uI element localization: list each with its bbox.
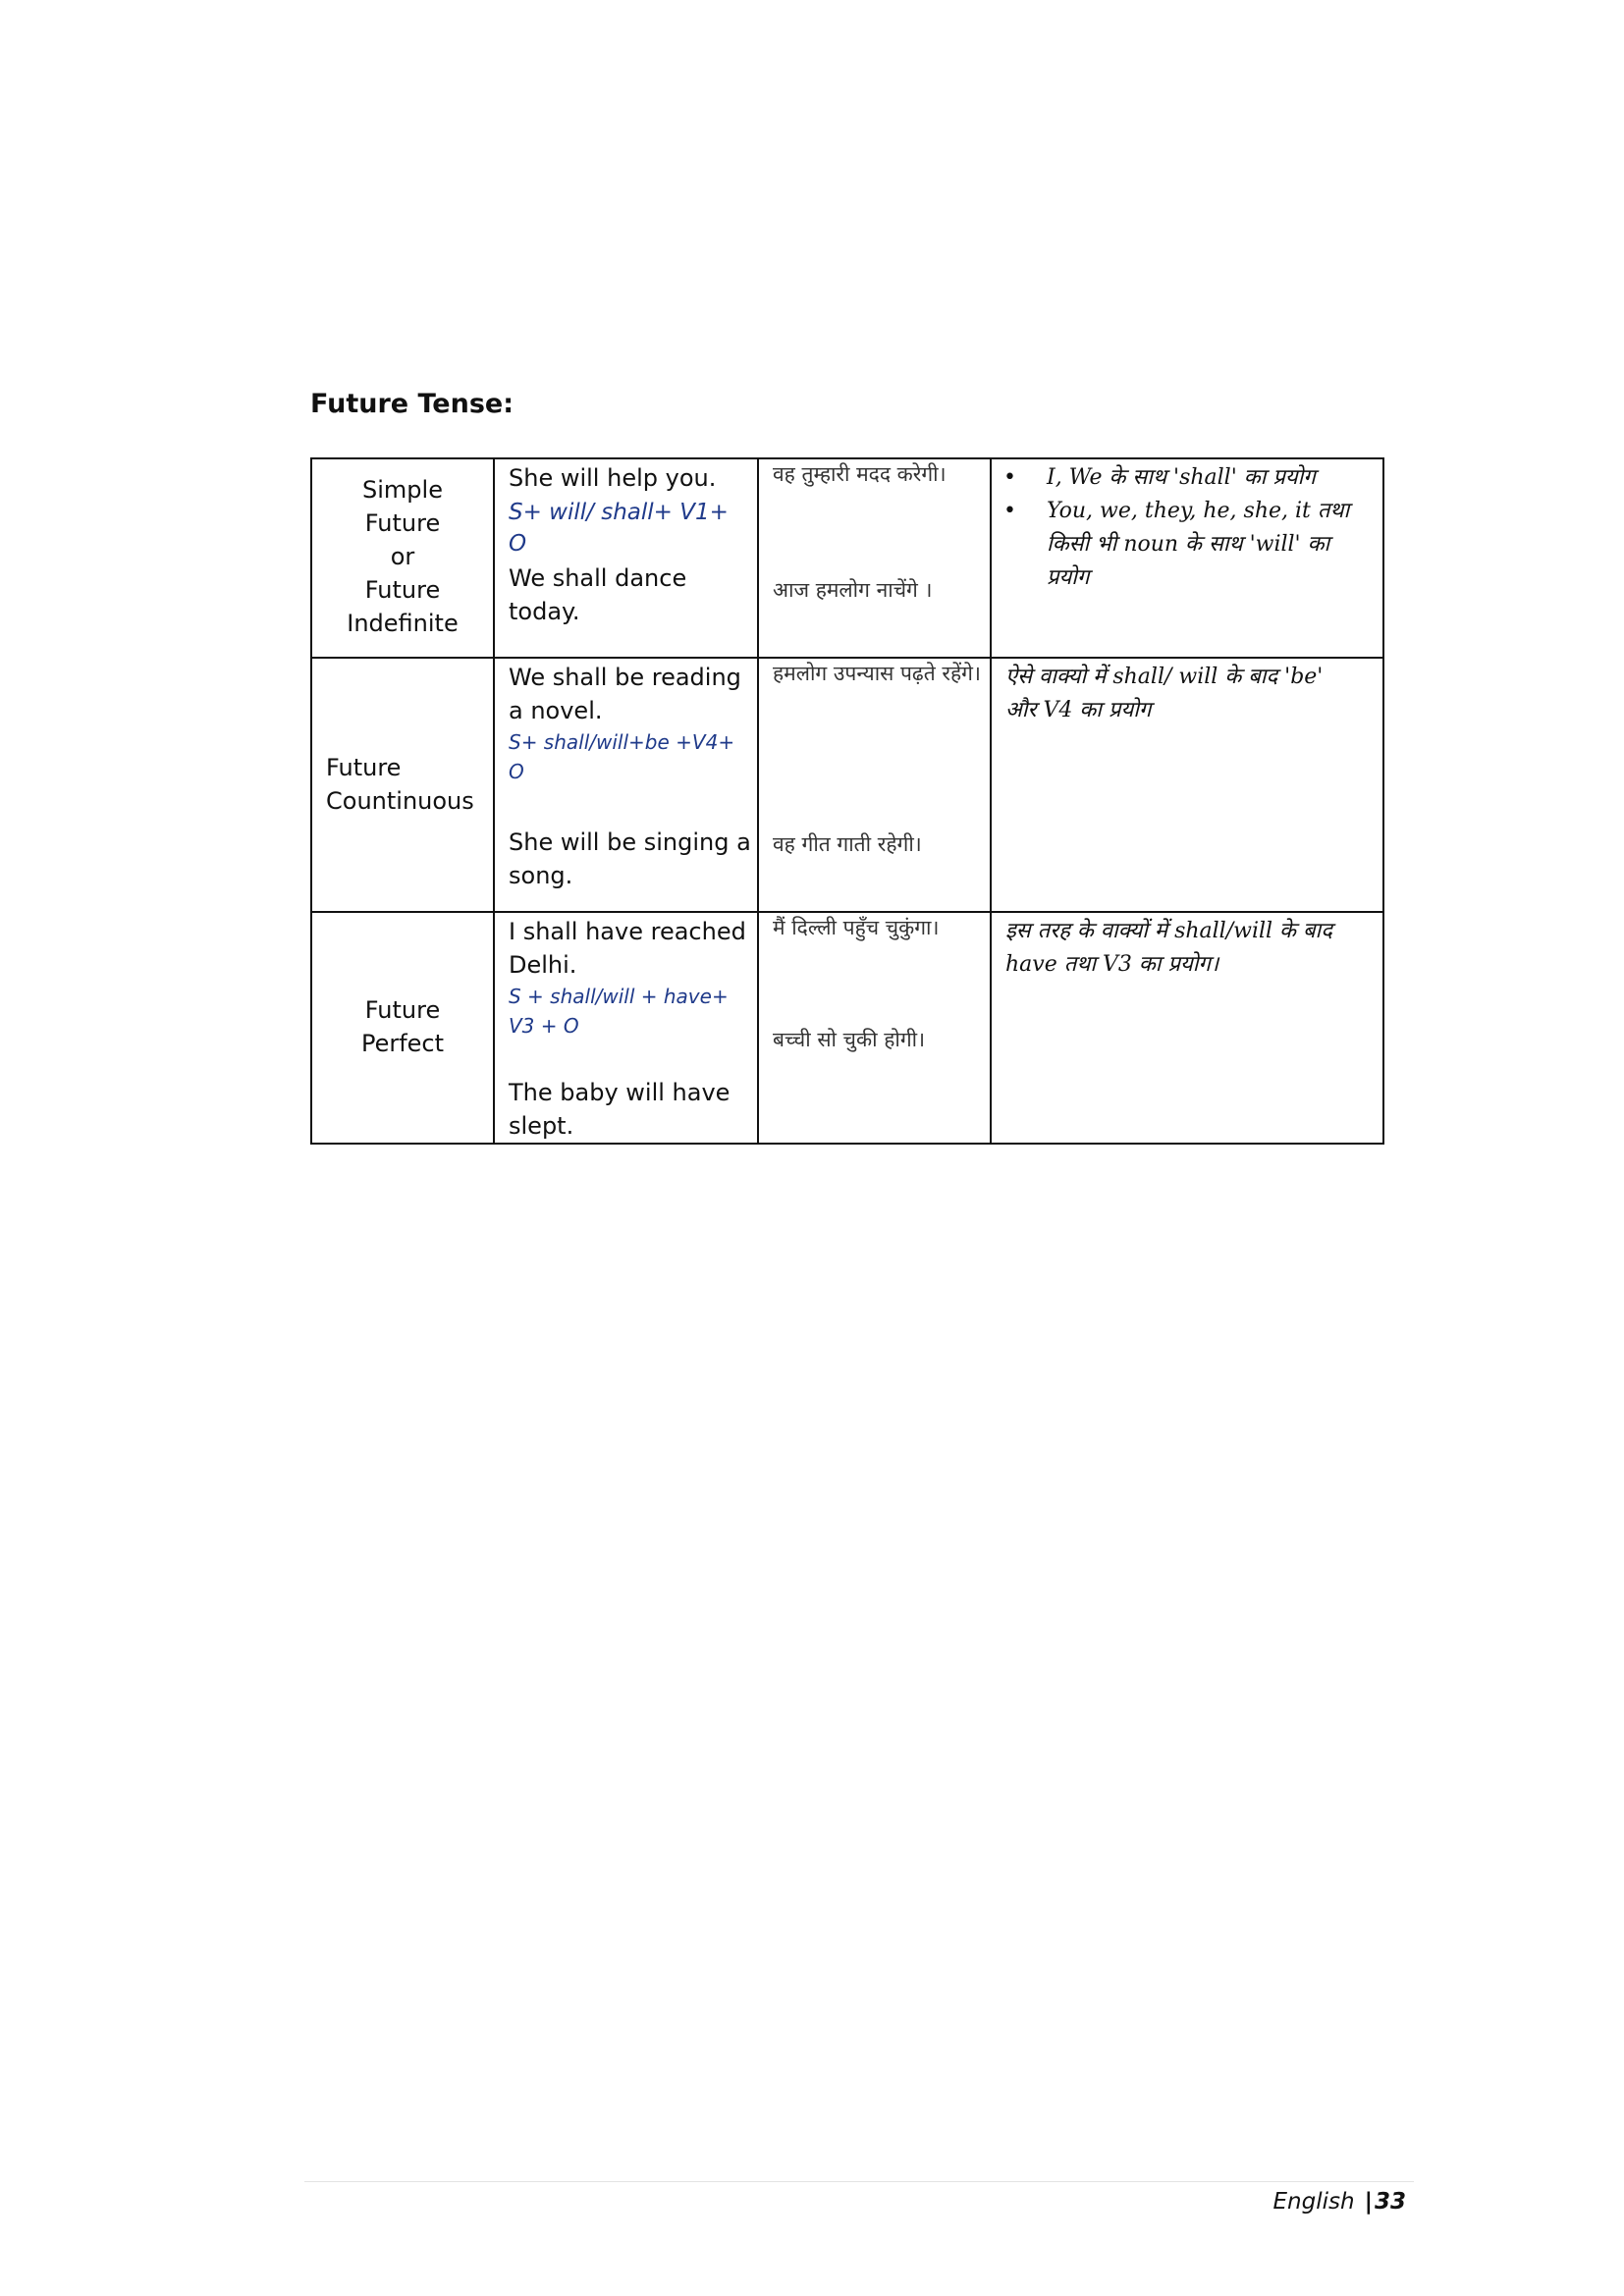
example-cell xyxy=(494,458,758,658)
hindi-cell xyxy=(758,912,991,1144)
table-row xyxy=(311,912,1383,1144)
tense-name-cell xyxy=(311,458,494,658)
tense-name-line: Simple xyxy=(362,476,443,504)
hindi-cell xyxy=(758,658,991,912)
page-number: 33 xyxy=(1374,2189,1406,2215)
tense-name-line: Indefinite xyxy=(347,610,459,637)
usage-cell xyxy=(991,912,1383,1144)
usage-rule: • You, we, they, he, she, it तथा किसी भी noun के साथ 'will' का प्रयोग xyxy=(992,495,1369,595)
footer-separator: | xyxy=(1364,2189,1373,2215)
hindi-translation: आज हमलोग नाचेंगे । xyxy=(773,578,933,602)
usage-note: ऐसे वाक्यो में shall/ will के बाद 'be' और V4 का प्रयोग xyxy=(1005,665,1324,722)
tense-name xyxy=(312,993,493,1060)
hindi-translation: बच्ची सो चुकी होगी। xyxy=(773,1028,926,1051)
tense-name-line: Countinuous xyxy=(326,787,474,815)
page-footer xyxy=(1273,2189,1406,2215)
tense-name-line: Perfect xyxy=(360,1030,445,1057)
usage-rules xyxy=(992,461,1369,595)
tense-name-cell xyxy=(311,658,494,912)
hindi-translation: मैं दिल्ली पहुँच चुकुंगा। xyxy=(773,916,940,939)
tense-name-line: Future xyxy=(364,576,441,604)
hindi-translation: हमलोग उपन्यास पढ़ते रहेंगे। xyxy=(773,662,981,685)
example-cell xyxy=(494,658,758,912)
footer-subject: English xyxy=(1272,2189,1355,2215)
formula: S+ shall/will+be +V4+ O xyxy=(509,730,735,783)
usage-cell xyxy=(991,458,1383,658)
usage-note: इस तरह के वाक्यों में shall/will के बाद have तथा V3 का प्रयोग। xyxy=(1005,919,1332,977)
tense-name-line: Future xyxy=(364,996,441,1024)
example-sentence: She will be singing a song. xyxy=(509,828,751,889)
tense-name-cell xyxy=(311,912,494,1144)
example-cell xyxy=(494,912,758,1144)
table-row xyxy=(311,658,1383,912)
hindi-cell xyxy=(758,458,991,658)
tense-name xyxy=(312,473,493,640)
tense-name-line: Future xyxy=(326,754,402,781)
formula: S+ will/ shall+ V1+ O xyxy=(509,500,729,557)
table-row xyxy=(311,458,1383,658)
example-sentence: We shall be reading a novel. xyxy=(509,664,741,724)
example-sentence: I shall have reached Delhi. xyxy=(509,918,746,979)
footer-divider xyxy=(304,2181,1414,2182)
page-heading: Future Tense: xyxy=(310,389,514,419)
tense-name-line: Future xyxy=(364,509,441,537)
formula: S + shall/will + have+ V3 + O xyxy=(509,985,729,1038)
hindi-translation: वह गीत गाती रहेगी। xyxy=(773,832,922,856)
future-tense-table xyxy=(310,457,1384,1145)
example-sentence: She will help you. xyxy=(509,464,717,492)
usage-rule: • I, We के साथ 'shall' का प्रयोग xyxy=(992,461,1369,495)
tense-name-line: or xyxy=(390,543,415,570)
tense-name xyxy=(326,751,489,818)
example-sentence: We shall dance today. xyxy=(509,564,687,625)
usage-cell xyxy=(991,658,1383,912)
hindi-translation: वह तुम्हारी मदद करेगी। xyxy=(773,462,947,486)
example-sentence: The baby will have slept. xyxy=(509,1079,731,1140)
